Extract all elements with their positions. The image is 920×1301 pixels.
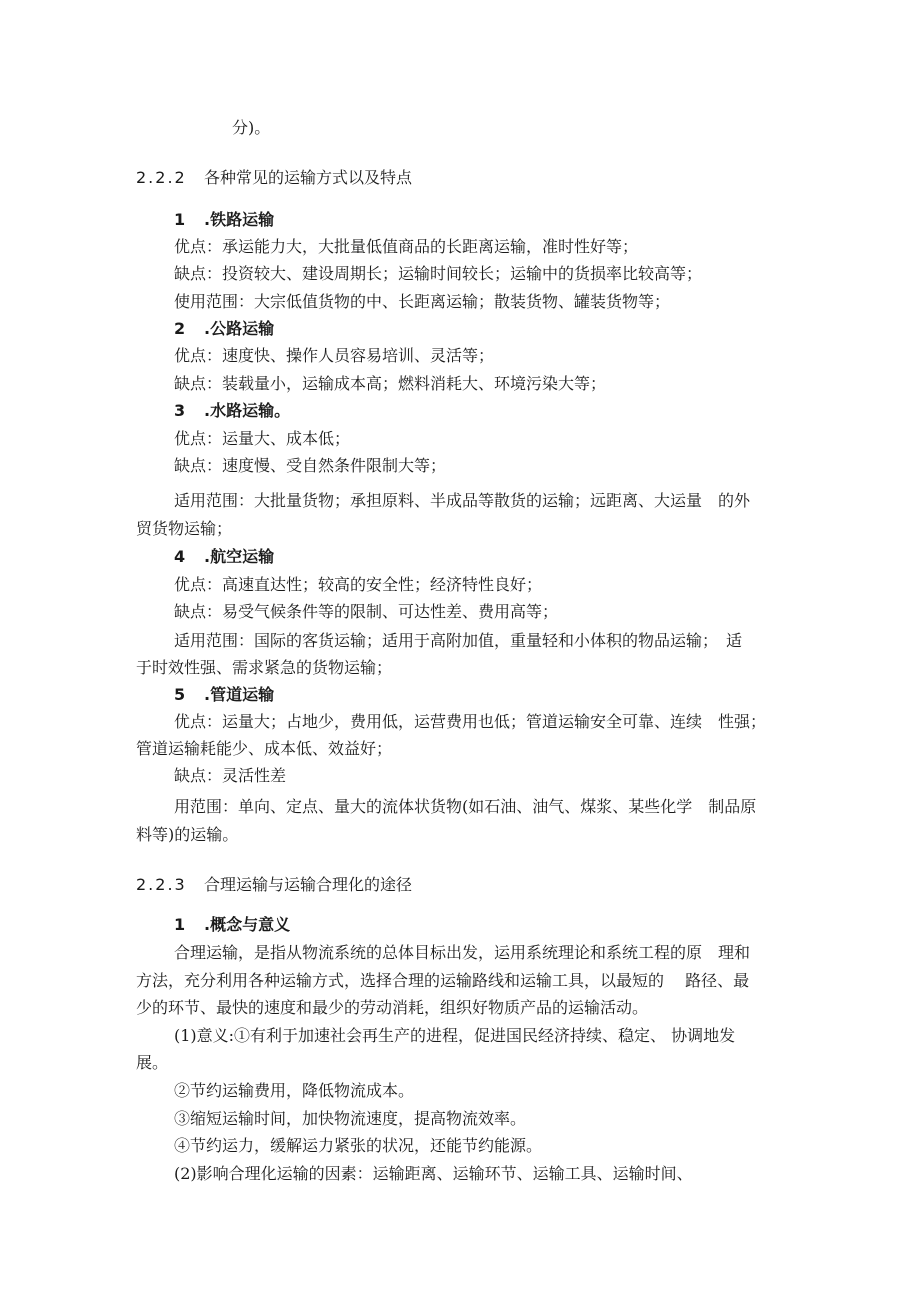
- text-line: 优点：速度快、操作人员容易培训、灵活等；: [174, 346, 495, 365]
- text-line: 优点：高速直达性；较高的安全性；经济特性良好；: [174, 575, 543, 594]
- section-number: 2.2.2: [136, 168, 187, 187]
- subheading-road: [174, 318, 274, 340]
- text-line: 适用范围：国际的客货运输；适用于高附加值，重量轻和小体积的物品运输； 适: [174, 631, 743, 650]
- text-line: 贸货物运输；: [136, 519, 233, 538]
- subheading-text: .公路运输: [204, 319, 275, 338]
- subheading-text: .铁路运输: [204, 210, 275, 229]
- section-heading-2-2-3: [136, 874, 412, 896]
- text-line: 缺点：投资较大、建设周期长；运输时间较长；运输中的货损率比较高等；: [174, 264, 703, 283]
- subheading-water: [174, 400, 290, 422]
- text-line: (1)意义:①有利于加速社会再生产的进程，促进国民经济持续、稳定、 协调地发: [174, 1026, 736, 1045]
- subheading-number: 1: [174, 915, 186, 934]
- text-line: 少的环节、最快的速度和最少的劳动消耗，组织好物质产品的运输活动。: [136, 998, 649, 1017]
- text-line: 于时效性强、需求紧急的货物运输；: [136, 658, 393, 677]
- text-line: 展。: [136, 1053, 169, 1072]
- subheading-text: .水路运输。: [204, 401, 291, 420]
- subheading-concept: [174, 914, 290, 936]
- text-line: 优点：承运能力大，大批量低值商品的长距离运输，准时性好等；: [174, 237, 639, 256]
- text-line: ③缩短运输时间，加快物流速度，提高物流效率。: [174, 1109, 527, 1128]
- text-line: 优点：运量大；占地少，费用低，运营费用也低；管道运输安全可靠、连续 性强；: [174, 712, 767, 731]
- text-line: 使用范围：大宗低值货物的中、长距离运输；散装货物、罐装货物等；: [174, 292, 671, 311]
- text-line: 管道运输耗能少、成本低、效益好；: [136, 739, 393, 758]
- text-line: 用范围：单向、定点、量大的流体状货物(如石油、油气、煤浆、某些化学 制品原: [174, 797, 757, 816]
- text-line: 合理运输，是指从物流系统的总体目标出发，运用系统理论和系统工程的原 理和: [174, 943, 751, 962]
- text-line: 缺点：易受气候条件等的限制、可达性差、费用高等；: [174, 602, 559, 621]
- text-line: 分)。: [232, 118, 271, 137]
- subheading-text: .概念与意义: [204, 915, 291, 934]
- text-line: ④节约运力，缓解运力紧张的状况，还能节约能源。: [174, 1136, 543, 1155]
- subheading-text: .管道运输: [204, 685, 275, 704]
- text-line: 缺点：灵活性差: [174, 766, 287, 785]
- section-title: 各种常见的运输方式以及特点: [204, 168, 413, 187]
- text-line: 缺点：装载量小，运输成本高；燃料消耗大、环境污染大等；: [174, 374, 607, 393]
- section-number: 2.2.3: [136, 875, 187, 894]
- text-line: 优点：运量大、成本低；: [174, 429, 351, 448]
- subheading-number: 3: [174, 401, 186, 420]
- subheading-number: 2: [174, 319, 186, 338]
- text-line: 缺点：速度慢、受自然条件限制大等；: [174, 456, 447, 475]
- text-line: ②节约运输费用，降低物流成本。: [174, 1081, 415, 1100]
- subheading-pipeline: [174, 684, 274, 706]
- text-line: 适用范围：大批量货物；承担原料、半成品等散货的运输；远距离、大运量 的外: [174, 491, 751, 510]
- section-title: 合理运输与运输合理化的途径: [204, 875, 413, 894]
- section-heading-2-2-2: [136, 167, 412, 189]
- text-line: 方法，充分利用各种运输方式，选择合理的运输路线和运输工具，以最短的 路径、最: [136, 971, 750, 990]
- text-line: (2)影响合理化运输的因素：运输距离、运输环节、运输工具、运输时间、: [174, 1164, 693, 1183]
- subheading-rail: [174, 209, 274, 231]
- subheading-number: 5: [174, 685, 186, 704]
- subheading-number: 4: [174, 547, 186, 566]
- subheading-number: 1: [174, 210, 186, 229]
- subheading-air: [174, 546, 274, 568]
- subheading-text: .航空运输: [204, 547, 275, 566]
- text-line: 料等)的运输。: [136, 825, 239, 844]
